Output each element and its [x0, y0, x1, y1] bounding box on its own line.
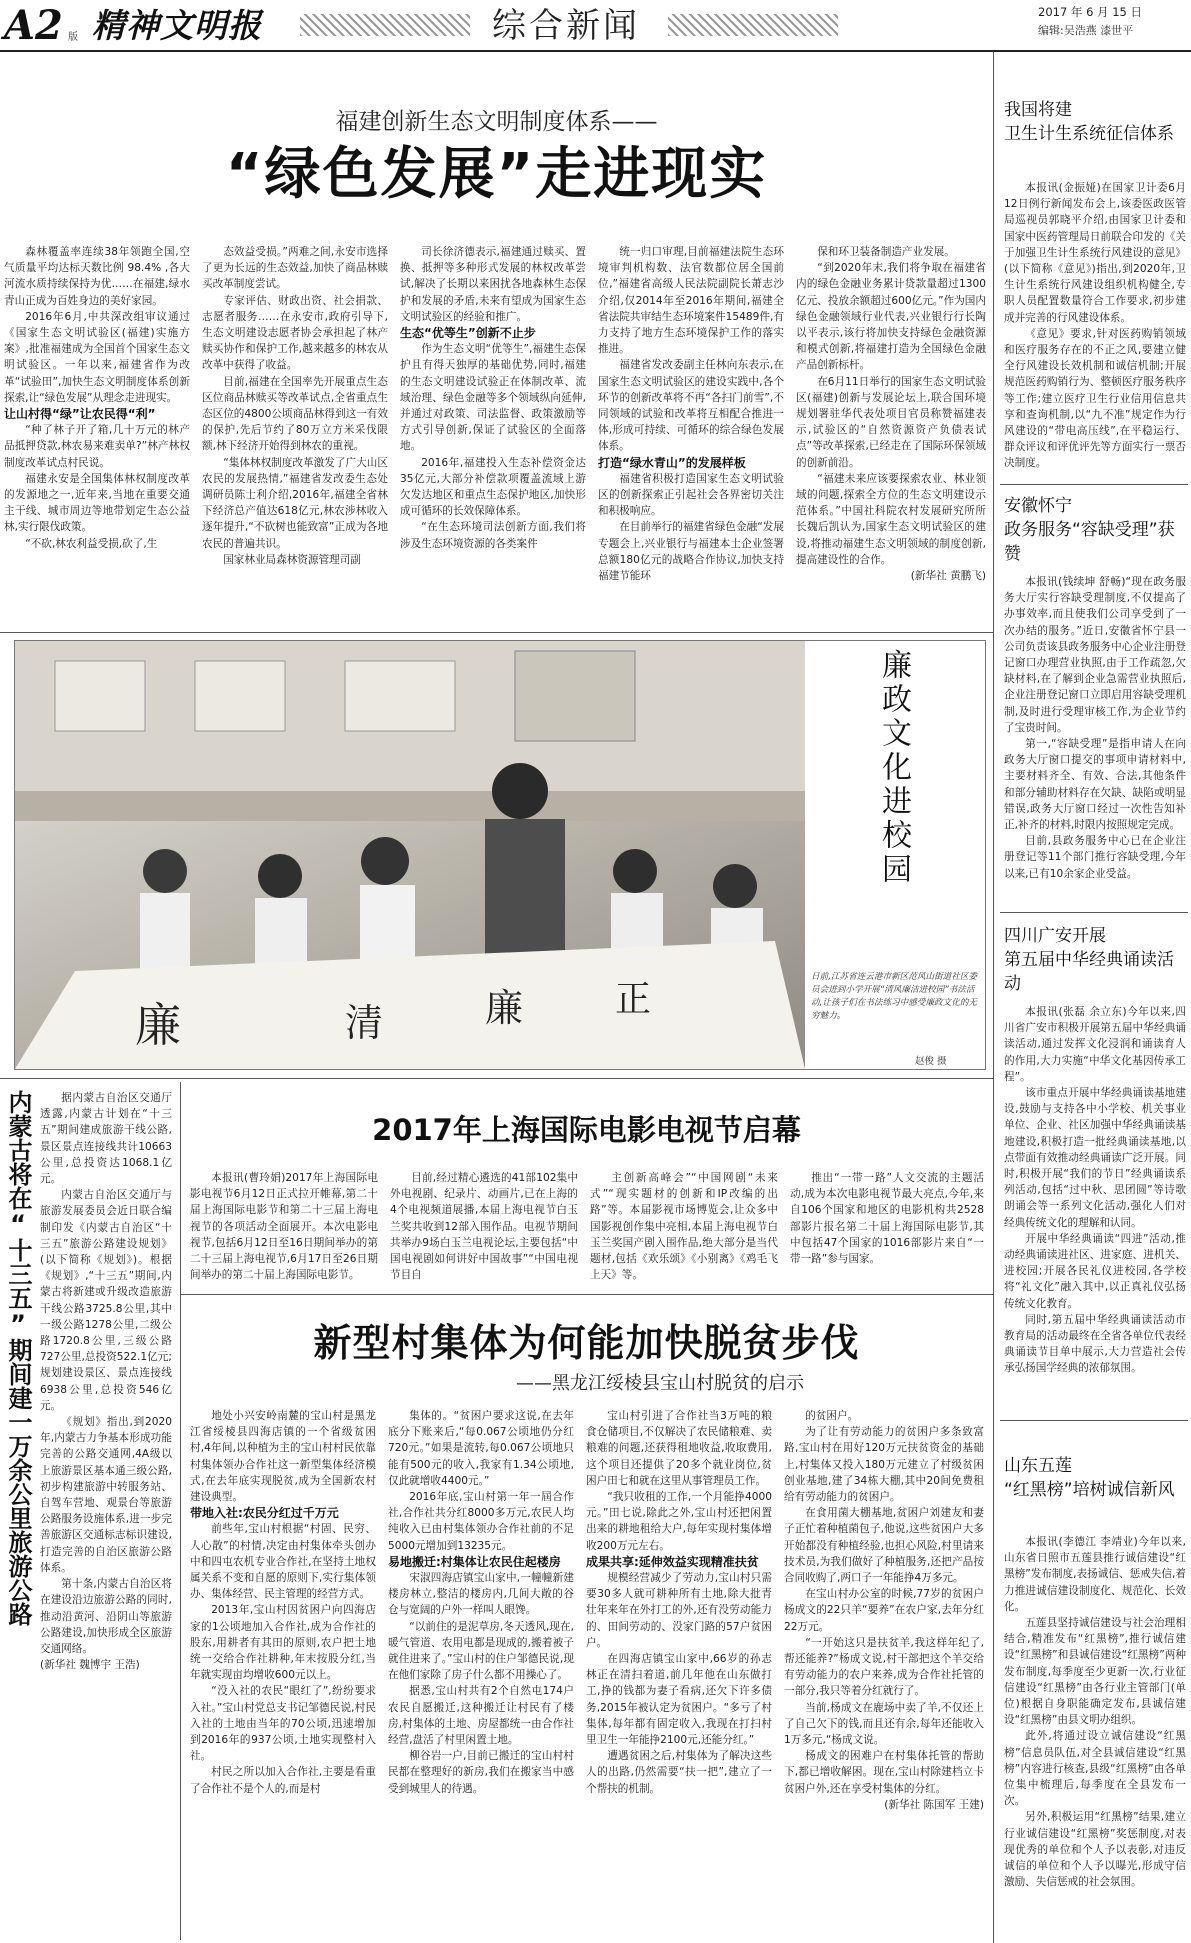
side-title-1: 我国将建 卫生计生系统征信体系 — [1004, 100, 1174, 144]
editors: 编辑:吴浩燕 漆世平 — [1038, 24, 1134, 37]
paragraph: 在6月11日举行的国家生态文明试验区(福建)创新与发展论坛上,联合国环境规划署驻华代表处项目官员称赞福建表示,试验区的“自然资源资产负债表试点”等改革探索,已经走在了国际环保领域的创新前沿。 — [796, 375, 986, 469]
side-title-2: 安徽怀宁 政务服务“容缺受理”获赞 — [1004, 496, 1175, 564]
film-headline: 2017年上海国际电影电视节启幕 — [372, 1113, 801, 1147]
paragraph: 第十条,内蒙古自治区将在建设沿边旅游公路的同时,推动沿黄河、沿阴山等旅游公路建设,加快形成全区旅游交通网络。 — [40, 1578, 172, 1655]
film-bottom-rule — [180, 1294, 993, 1295]
paragraph: 2016年底,宝山村第一年一屆合作社,合作社共分红8000多万元,农民人均纯收入已由村集体领办合作社前的不足5000元增加到13235元。 — [388, 1491, 574, 1552]
paragraph: 保和环卫装备制造产业发展。 — [817, 246, 955, 258]
paragraph: 主创新高峰会”“中国网剧“未来式”“现实题材的创新和IP改编的出路”等。本届影视市场博览会,让众多中国影视创作集中亮相,本届上海电视节白玉兰奖国产剧入围作品,绝大部分是当代题材,包括《欢乐颂》《小别离》《鸡毛飞上天》等。 — [590, 1172, 778, 1282]
paragraph: 宝山村引进了合作社当3万吨的粮食仓储项目,不仅解决了农民储粮难、卖粮难的问题,还获得租地收益,收取费用,这个项目还提供了20多个就业岗位,贫困户田七和就在这里从事管理员工作。 — [586, 1410, 772, 1487]
lead-col-5 — [796, 244, 986, 626]
village-col-1 — [190, 1408, 376, 1936]
paragraph: 开展中华经典诵读“四进”活动,推动经典诵读进社区、进家庭、进机关、进校园;开展各民礼仪进校园,各学校将“礼文化”融入其中,以正真礼仪弘扬传统文化教育。 — [1004, 1232, 1186, 1310]
lead-bottom-rule — [0, 632, 993, 633]
paragraph: 该市重点开展中华经典诵读基地建设,鼓励与支持各中小学校、机关事业单位、企业、社区加强中华经典诵读基地建设,积极打造一批经典诵读基地,以点带面有效推动经典诵读广泛开展。同时,积极开展“我们的节日”经典诵读系列活动,包括“过中秋、思团圆”等诗歌朗诵会等一系列文化活动,强化人们对经典传统文化的理解和认同。 — [1004, 1087, 1186, 1229]
paragraph: 五莲县坚持诚信建设与社会治理相结合,精准发布“红黑榜”,推行诚信建设“红黑榜”和县诚信建设“红黑榜”两种发布制度,每季度至少更新一次,行业征信建设“红黑榜”由各行业主管部门(单位)根据自身职能确定发布,县诚信建设“红黑榜”由县文明办组织。 — [1004, 1617, 1186, 1727]
paragraph: “以前住的是泥草房,冬天透风,现在,暖气管道、农用电都是现成的,搬着被子就住进来了。”宝山村的住户邹德民说,现在他们家除了房子什么都不用操心了。 — [388, 1620, 574, 1682]
side-rule-2 — [1000, 912, 1188, 913]
paragraph: “在生态环境司法创新方面,我们将涉及生态环境资源的各类案件 — [400, 521, 586, 550]
paragraph: 本报讯(钱续坤 舒畅)“现在政务服务大厅实行容缺受理制度,不仅提高了办事效率,而且使我们公司享受到了一次办结的服务。”近日,安徽省怀宁县一公司负责该县政务服务中心企业注册登记窗口办理营业执照,由于工作疏忽,欠缺材料,在了解到企业急需营业执照后,企业注册登记窗口立即启用容缺受理机制,及时进行受理审核工作,为企业节约了宝贵时间。 — [1004, 576, 1186, 734]
photo-bottom-rule — [0, 1078, 993, 1079]
photo-frame — [14, 640, 986, 1070]
page-number: A2 — [4, 2, 63, 49]
inner-mongolia-divider — [180, 1082, 181, 1940]
paragraph: 目前,经过精心遴选的41部102集中外电视剧、纪录片、动画片,已在上海的4个电视频道展播,本届上海电视节白玉兰奖共收到12部入围作品。电视节期间共举办9场白玉兰电视论坛,主要包括“中国电视剧如何讲好中国故事”“中国电视节目自 — [390, 1172, 578, 1282]
side-title-4: 山东五莲 “红黑榜”培树诚信新风 — [1004, 1456, 1175, 1500]
inner-mongolia-body — [40, 1090, 172, 1920]
paragraph: 另外,积极运用“红黑榜”结果,建立行业诚信建设“红黑榜”奖惩制度,对表现优秀的单位和个人予以表彰,对违反诚信的单位和个人予以曝光,形成守信激励、失信惩戒的社会氛围。 — [1004, 1811, 1186, 1889]
side-body-2 — [1004, 574, 1186, 906]
paragraph: 规模经营减少了劳动力,宝山村只需要30多人就可耕种所有土地,除大批青壮年来年在外打工的外,还有没劳动能力的、田间劳动的、没家门路的57户贫困户。 — [586, 1572, 772, 1649]
paragraph: 前些年,宝山村根据“村固、民穷、人心散”的村情,决定由村集体牵头创办中和四屯农机专业合作社,在坚持土地权属关系不变和自愿的原则下,实行集体领办、集体经营、民主管理的经营方式。 — [190, 1523, 376, 1601]
paragraph: “不砍,林农利益受损,砍了,生 — [25, 537, 158, 550]
village-col-3 — [586, 1408, 772, 1936]
page-header — [0, 0, 1191, 52]
subheading: 成果共享:延伸效益实现精准扶贫 — [586, 1554, 759, 1569]
paragraph: 第一,“容缺受理”是指申请人在向政务大厅窗口提交的事项申请材料中,主要材料齐全、有效、合法,其他条件和部分辅助材料存在欠缺、缺陷或明显错误,政务大厅窗口经过一次性告知补正,补齐的材料,时限内按照规定完成。 — [1004, 738, 1186, 832]
paragraph: 此外,将通过设立诚信建设“红黑榜”信息员队伍,对全县诚信建设“红黑榜”内容进行核查,县级“红黑榜”由各单位集中梳理后,每季度在全县发布一次。 — [1004, 1730, 1186, 1808]
paragraph: 推出“一带一路”人文交流的主题活动,成为本次电影电视节最大亮点,今年,来自106个国家和地区的电影机构共2528部影片报名第二十届上海国际电影节,其中包括47个国家的1016部影片来自“一带一路”参与国家。 — [790, 1172, 984, 1266]
side-body-1 — [1004, 180, 1186, 478]
paragraph: 的贫困户。 — [805, 1410, 859, 1422]
paragraph: 当前,杨成文在鹿场中卖了羊,不仅还上了自己欠下的钱,而且还有余,每年还能收入1万多元,“杨成文说。 — [784, 1701, 984, 1747]
classroom-photo — [15, 641, 805, 1069]
paragraph: 态效益受损。”两难之间,永安市选择了更为长远的生态效益,加快了商品林赎买改革制度尝试。 — [202, 246, 388, 291]
subheading: 易地搬迁:村集体让农民住起楼房 — [388, 1554, 561, 1569]
paragraph: 据悉,宝山村共有2个自然屯174户农民自愿搬迁,这种搬迁让村民有了楼房,村集体的土地、房屋都统一由合作社经营,盘活了村里闲置土地。 — [388, 1685, 574, 1747]
svg-text:廉: 廉 — [135, 998, 181, 1052]
paragraph: “种了林子开了箱,几十万元的林产品抵押贷款,林农易来难卖单?”林产林权制度改革试点村民说。 — [4, 424, 190, 469]
paragraph: 村民之所以加入合作社,主要是看重了合作社不是个人的,而是村 — [190, 1766, 376, 1795]
paragraph: “没入社的农民“眼红了”,纷纷要求入社。”宝山村党总支书记邹德民说,村民入社的土地由当年的70公顷,迅速增加到2016年的937公顷,土地实现整村入社。 — [190, 1685, 376, 1763]
paragraph: 宋淑四海店镇宝山家中,一幢幢新建楼房林立,整洁的楼房内,几间大敞的谷仓与宽阔的户外一样叫人眼馋。 — [388, 1572, 574, 1617]
paragraph: 在宝山村办公室的时候,77岁的贫困户杨成文的22只羊“要养”在农户家,去年分红22万元。 — [784, 1588, 984, 1633]
paragraph: 地处小兴安岭南麓的宝山村是黑龙江省绥棱县四海店镇的一个省级贫困村,4年间,以种植为主的宝山村村民依靠村集体领办合作社这一新型集体经济模式,在去年底实现脱贫,成为全国新农村建设典型。 — [190, 1410, 376, 1504]
paragraph: 遭遇贫困之后,村集体为了解决这些人的出路,仍然需要“扶一把”,建立了一个帮扶的机制。 — [586, 1750, 772, 1795]
photo-caption-text: 日前,江苏省连云港市新区范风山街道社区委员会进到小学开展“清风廉洁进校园”书法活动,让孩子们在书法练习中感受廉政文化的无穷魅力。 — [811, 972, 978, 1021]
paragraph: 国家林业局森林资源管理司副 — [223, 553, 361, 566]
sidebar — [1000, 52, 1188, 1943]
byline: (新华社 魏博宇 王浩) — [40, 1659, 140, 1672]
side-rule-1 — [1000, 484, 1188, 485]
side-body-3 — [1004, 1004, 1186, 1414]
inner-mongolia-headline: 内蒙古将在“十三五”期间建一万余公里旅游公路 — [4, 1090, 32, 1626]
paragraph: 在目前举行的福建省绿色金融“发展专题会上,兴业银行与福建本土企业签署总额180亿元的战略合作协议,加快支持福建节能环 — [598, 521, 784, 583]
subheading: 生态“优等生”创新不止步 — [400, 326, 536, 341]
paragraph: “到2020年末,我们将争取在福建省内的绿色金融业务累计贷款量超过1300亿元、投放余额超过600亿元。”作为国内绿色金融领域行业代表,兴业银行行长陶以平表示,该行将加快支持绿色金融资源和模式创新,将福建打造为全国绿色金融产品创新标杆。 — [796, 262, 986, 372]
village-col-2 — [388, 1408, 574, 1936]
paragraph: 杨成文的困难户在村集体托管的帮助下,都已增收解困。现在,宝山村除建档立卡贫困户外,还在享受村集体的分红。 — [784, 1750, 984, 1795]
paragraph: “一开始这只是扶贫羊,我这样年纪了,帮还能养?”杨成文说,村干部把这个羊交给有劳动能力的农户来养,成为合作社托管的一部分,我只等着分红就行了。 — [784, 1636, 984, 1698]
paragraph: 专家评估、财政出资、社会捐款、志愿者服务……在永安市,政府引导下,生态文明建设志愿者协会承担起了林产赎买协作和保护工作,越来越多的林农从改革中获得了收益。 — [202, 294, 388, 372]
village-headline: 新型村集体为何能加快脱贫步伐 — [313, 1321, 860, 1365]
svg-text:清: 清 — [345, 1001, 384, 1045]
side-body-4 — [1004, 1534, 1186, 1934]
paragraph: 目前,福建在全国率先开展重点生态区位商品林赎买等改革试点,全省重点生态区位的4800公顷商品林得到这一有效的保护,先后节约了80万立方米采伐限额,林下经济开始得到林农的重视。 — [202, 375, 388, 453]
paragraph: 在食用菌大棚基地,贫困户刘建友和妻子正忙着种植菌包子,他说,这些贫困户大多开始都没有种植经验,也担心风险,村里请来技术员,为我们做好了种植服务,还把产品按合同收购了,两口子一年能挣4万多元。 — [784, 1507, 984, 1585]
side-title-3: 四川广安开展 第五届中华经典诵读活动 — [1004, 926, 1174, 994]
lead-col-2 — [202, 244, 388, 626]
film-col-4 — [790, 1170, 984, 1288]
lead-col-3 — [400, 244, 586, 626]
paragraph: 目前,县政务服务中心已在企业注册登记等11个部门推行容缺受理,今年以来,已有10余家企业受益。 — [1004, 835, 1186, 880]
lead-col-1 — [4, 244, 190, 626]
side-rule-3 — [1000, 1420, 1188, 1421]
paragraph: “福建未来应该要探索农业、林业领域的问题,探索全方位的生态文明建设示范体系。”中国社科院农村发展研究所所长魏后凯认为,国家生态文明试验区的建设,将推动福建生态文明领域的制度创新,提高建设性的合作。 — [796, 472, 986, 566]
paragraph: 本报讯(曹玲娟)2017年上海国际电影电视节6月12日正式拉开帷幕,第二十届上海国际电影节和第二十三届上海电视节的各项活动全面展开。本次电影电视节,包括6月12日至16日期间举办的第二十三届上海电视节,6月17日至26日期间举办的第二十届上海国际电影节。 — [190, 1172, 378, 1282]
paragraph: 在四海店镇宝山家中,66岁的孙志林正在清扫着道,前几年他在山东做打工,挣的钱都为妻子看病,还欠下许多债务,2015年被认定为贫困户。“多亏了村集体,每年都有固定收入,我现在打扫村里卫生一年能挣2100元,还能分红。” — [586, 1653, 772, 1747]
side-divider — [993, 52, 994, 1943]
paragraph: 司长徐济德表示,福建通过赎买、置换、抵押等多种形式发展的林权改革尝试,解决了长期以来困扰各地森林生态保护和发展的矛盾,未来有望成为国家生态文明试验区的经验和推广。 — [400, 246, 586, 323]
photo-illustration — [15, 641, 805, 1069]
subheading: 打造“绿水青山”的发展样板 — [598, 455, 746, 470]
paragraph: 柳谷岩一户,目前已搬迁的宝山村村民都在整理好的新房,我们在搬家当中感受到城里人的待遇。 — [388, 1750, 574, 1795]
paragraph: 内蒙古自治区交通厅与旅游发展委员会近日联合编制印发《内蒙古自治区“十三五”旅游公路建设规划》(以下简称《规划》)。根据《规划》,“十三五”期间,内蒙古将新建或升级改造旅游干线公路3725.8公里,其中一级公路1278公里,二级公路1720.8公里,三级公路727公里,总投资522.1亿元;规划建设景区、景点连接线6938公里,总投资546亿元。 — [40, 1189, 172, 1412]
paragraph: 福建省积极打造国家生态文明试验区的创新探索正引起社会各界密切关注和积极响应。 — [598, 472, 784, 518]
village-subheadline: ——黑龙江绥棱县宝山村脱贫的启示 — [516, 1373, 804, 1394]
paragraph: 福建省发改委副主任林向东表示,在国家生态文明试验区的建设实践中,各个环节的创新改革将不再“各扫门前雪”,不同领域的试验和改革将互相配合推进一体,形成可持续、可循环的综合绿色发展体系。 — [598, 359, 784, 453]
issue-date: 2017 年 6 月 15 日 — [1038, 5, 1142, 19]
paragraph: 本报讯(张磊 余立东)今年以来,四川省广安市积极开展第五届中华经典诵读活动,通过发挥文化浸润和诵读育人的作用,大力实施“中华文化基因传承工程”。 — [1004, 1006, 1186, 1083]
photo-credit: 赵俊 摄 — [915, 1056, 947, 1067]
svg-text:正: 正 — [615, 979, 652, 1020]
lead-col-4 — [598, 244, 784, 626]
masthead: 精神文明报 — [92, 6, 262, 45]
paragraph: 《意见》要求,针对医药购销领域和医疗服务存在的不正之风,要建立健全行风建设长效机制和诚信机制;开展规范医药购销行为、整顿医疗服务秩序等工作;建立医疗卫生行业信用信息共享和查询机制,以“九不准”规定作为行风建设的“带电高压线”,在平稳运行、群众评议和评优评先等方面实行一票否决制度。 — [1004, 327, 1186, 470]
village-col-4 — [784, 1408, 984, 1936]
header-hatch-left — [300, 14, 470, 36]
lead-headline: “绿色发展”走进现实 — [225, 142, 768, 207]
lead-kicker: 福建创新生态文明制度体系—— — [335, 109, 658, 135]
paragraph: 2013年,宝山村因贫困户向四海店家的1公顷地加入合作社,成为合作社的股东,用耕者有其田的原则,农户把土地统一交给合作社耕种,年末按股分红,当年就实现亩均增收600元以上。 — [190, 1604, 376, 1682]
paragraph: 森林覆盖率连续38年领跑全国,空气质量平均达标天数比例 98.4% ,各大河流水质持续保持为优……在福建,绿水青山正成为百姓身边的美好家园。 — [4, 246, 190, 307]
film-col-1 — [190, 1170, 378, 1288]
film-col-3 — [590, 1170, 778, 1288]
paragraph: 作为生态文明“优等生”,福建生态保护且有得天独厚的基础优势,同时,福建的生态文明建设试验正在体制改革、流域治理、绿色金融等多个领域纵向延伸,并通过对政策、司法监督、政策激励等方式引导创新,保证了试验区的全面落地。 — [400, 343, 586, 453]
paragraph: 统一归口审理,目前福建法院生态环境审判机构数、法官数都位居全国前位,”福建省高级人民法院副院长萧志沙介绍,仅2014年至2016年期间,福建全省法院共审结生态环境案件15489件,有力支持了地方生态环境保护工作的落实推进。 — [598, 246, 784, 356]
paragraph: 2016年,福建投入生态补偿资金达35亿元,大部分补偿款项覆盖流域上游欠发达地区和重点生态保护地区,加快形成可循环的长效保障体系。 — [400, 456, 586, 518]
paragraph: 2016年6月,中共深改组审议通过《国家生态文明试验区(福建)实施方案》,批准福建成为全国首个国家生态文明试验区。一年以来,福建省作为改革“试验田”,加快生态文明制度体系创新探索,让“绿色发展”从理念走进现实。 — [4, 310, 190, 404]
paragraph: 福建永安是全国集体林权制度改革的发源地之一,近年来,当地在重要交通主干线、城市周边等地带划定生态公益林,实行限伐政策。 — [4, 472, 190, 534]
paragraph: 《规划》指出,到2020年,内蒙古力争基本形成功能完善的公路交通网,4A级以上旅游景区基本通三级公路,初步构建旅游中转服务站、自驾车营地、观景台等旅游公路服务设施体系,进一步完善旅游区交通标志标识建设,打造完善的自治区旅游公路体系。 — [40, 1416, 172, 1574]
svg-text:廉: 廉 — [485, 986, 524, 1030]
paragraph: 同时,第五届中华经典诵读活动市教育局的活动最终在全省各单位代表经典诵读节目单中展示,大力营造社会传承弘扬国学经典的浓郁氛围。 — [1004, 1313, 1186, 1375]
subheading: 带地入社:农民分红过千万元 — [190, 1506, 339, 1521]
paragraph: 为了让有劳动能力的贫困户多条致富路,宝山村在用好120万元扶贫资金的基础上,村集体又投入180万元建立了村级贫困创业基地,建了34栋大棚,其中20间免费租给有劳动能力的贫困户。 — [784, 1426, 984, 1504]
byline: (新华社 陈国军 王建) — [884, 1798, 984, 1811]
paragraph: “我只收租的工作,一个月能挣4000元。”田七说,除此之外,宝山村还把闲置出来的耕地租给大户,每年实现村集体增收200万元左右。 — [586, 1491, 772, 1552]
paragraph: 本报讯(金振娅)在国家卫计委6月12日例行新闻发布会上,该委医政医管局巡视员郭晓平介绍,由国家卫计委和国家中医药管理局日前联合印发的《关于加强卫生计生系统行风建设的意见》(以下简称《意见》)指出,到2020年,卫生计生系统行风建设组织机构健全,专职人员配置数量符合工作要求,初步建成并完善的行风建设体系。 — [1004, 182, 1186, 324]
photo-caption-title: 廉政文化进校园 — [876, 649, 911, 887]
subheading: 让山村得“绿”让农民得“利” — [4, 407, 156, 422]
paragraph: 据内蒙古自治区交通厅透露,内蒙古计划在“十三五”期间建成旅游干线公路,景区景点连接线共计10663公里,总投资达1068.1亿元。 — [40, 1092, 172, 1186]
paragraph: 本报讯(李德江 李靖业)今年以来,山东省日照市五莲县推行诚信建设“红黑榜”发布制度,表扬诚信、惩戒失信,着力推进诚信建设制度化、规范化、长效化。 — [1004, 1536, 1186, 1613]
paragraph: “集体林权制度改革激发了广大山区农民的发展热情,”福建省发改委生态处调研员陈士利介绍,2016年,福建全省林下经济总产值达618亿元,林农涉林收入逐年提升,“不砍树也能致富”正成为各地农民的普遍共识。 — [202, 456, 388, 550]
section-title: 综合新闻 — [492, 6, 640, 46]
page-suffix: 版 — [68, 32, 78, 43]
film-col-2 — [390, 1170, 578, 1288]
byline: (新华社 黄鹏飞) — [910, 570, 986, 583]
header-hatch-right — [668, 14, 838, 36]
paragraph: 集体的。“贫困户要求这说,在去年底分下账来后,“每0.067公顷地仍分红720元。”如果是流转,每0.067公顷地只能有500元的收入,我家有1.34公顷地,仅此就增收4400元。” — [388, 1410, 574, 1487]
